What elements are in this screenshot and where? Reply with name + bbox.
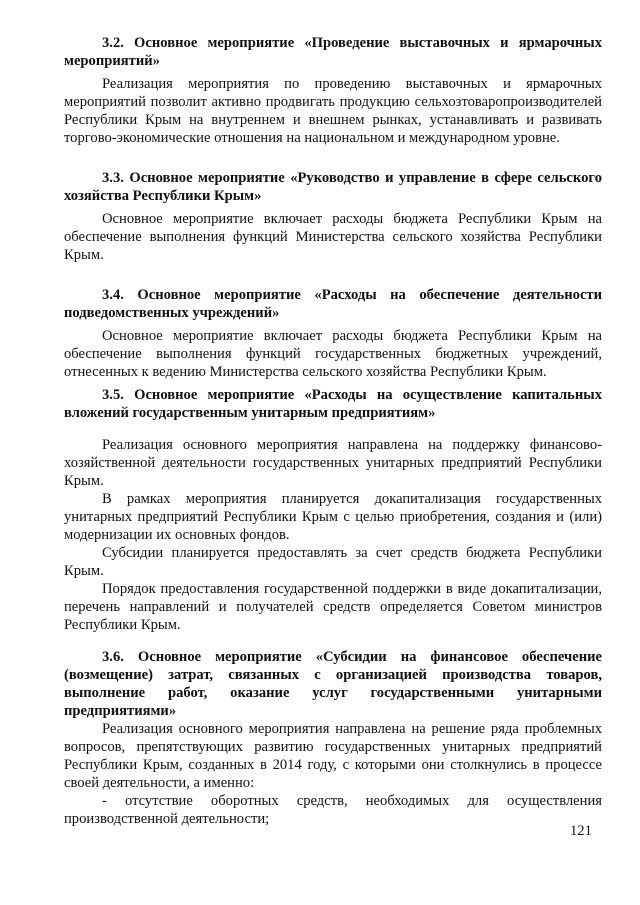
document-page <box>64 34 602 828</box>
section-heading: 3.4. Основное мероприятие «Расходы на обеспечение деятельности подведомственных учреждений» <box>64 287 602 321</box>
section-3-3 <box>64 169 602 264</box>
section-3-2 <box>64 34 602 147</box>
section-paragraph: В рамках мероприятия планируется докапитализация государственных унитарных предприятий Республики Крым с целью приобретения, создания и (или) модернизации их основных фондов. <box>64 491 602 543</box>
section-paragraph: Основное мероприятие включает расходы бюджета Республики Крым на обеспечение выполнения функций государственных бюджетных учреждений, отнесенных к ведению Министерства сельского хозяйства Республики Крым. <box>64 328 602 380</box>
section-3-6 <box>64 648 602 828</box>
section-heading: 3.3. Основное мероприятие «Руководство и управление в сфере сельского хозяйства Республики Крым» <box>64 170 602 204</box>
section-3-5 <box>64 386 602 634</box>
section-paragraph: Реализация мероприятия по проведению выставочных и ярмарочных мероприятий позволит активно продвигать продукцию сельхозтоваропроизводителей Республики Крым на внутреннем и внешнем рынках, устанавливать и развивать торгово-экономические отношения на национальном и международном уровне. <box>64 76 602 146</box>
section-paragraph: Порядок предоставления государственной поддержки в виде докапитализации, перечень направлений и получателей средств определяется Советом министров Республики Крым. <box>64 581 602 633</box>
page-number: 121 <box>570 823 592 839</box>
section-paragraph: Субсидии планируется предоставлять за счет средств бюджета Республики Крым. <box>64 545 602 579</box>
section-3-4 <box>64 286 602 381</box>
section-paragraph: Основное мероприятие включает расходы бюджета Республики Крым на обеспечение выполнения функций Министерства сельского хозяйства Республики Крым. <box>64 211 602 263</box>
section-heading: 3.6. Основное мероприятие «Субсидии на финансовое обеспечение (возмещение) затрат, связанных с организацией производства товаров, выполнение работ, оказание услуг государственными унитарными предприятиями» <box>64 649 602 719</box>
section-list-item: - отсутствие оборотных средств, необходимых для осуществления производственной деятельности; <box>64 793 602 827</box>
section-paragraph: Реализация основного мероприятия направлена на поддержку финансово-хозяйственной деятельности государственных унитарных предприятий Республики Крым. <box>64 437 602 489</box>
section-paragraph: Реализация основного мероприятия направлена на решение ряда проблемных вопросов, препятствующих развитию государственных унитарных предприятий Республики Крым, созданных в 2014 году, с которыми они столкнулись в процессе своей деятельности, а именно: <box>64 721 602 791</box>
section-heading: 3.2. Основное мероприятие «Проведение выставочных и ярмарочных мероприятий» <box>64 35 602 69</box>
section-heading: 3.5. Основное мероприятие «Расходы на осуществление капитальных вложений государственным унитарным предприятиям» <box>64 387 602 421</box>
